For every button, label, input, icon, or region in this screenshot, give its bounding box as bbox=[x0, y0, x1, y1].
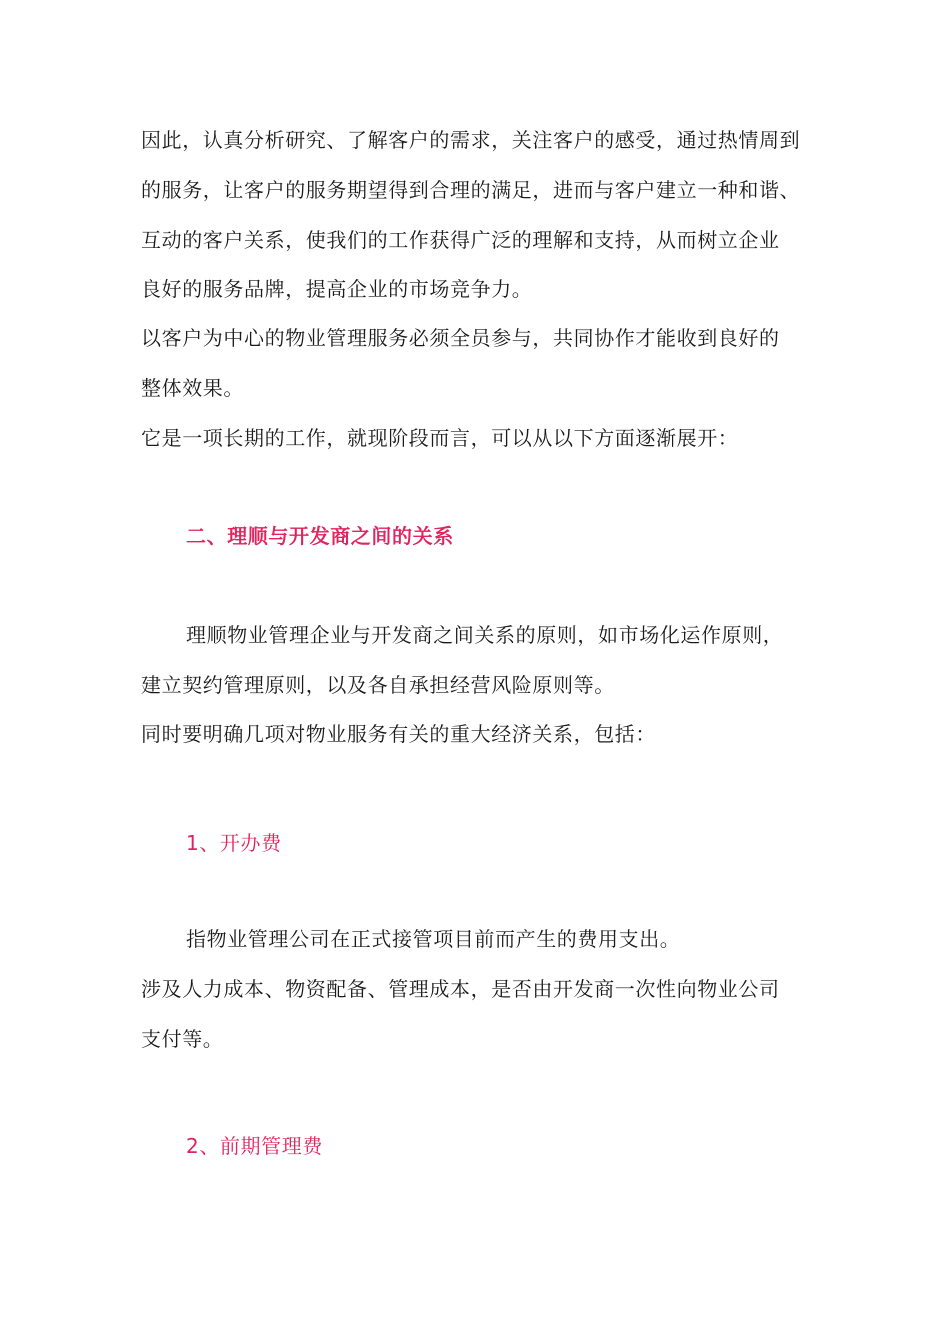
item-1-line-3: 支付等。 bbox=[141, 1027, 224, 1051]
section-2-paragraph-1-line-2: 建立契约管理原则，以及各自承担经营风险原则等。 bbox=[141, 673, 615, 697]
item-heading-2: 2、前期管理费 bbox=[186, 1134, 323, 1158]
paragraph-1-line-1: 因此，认真分析研究、了解客户的需求，关注客户的感受，通过热情周到 bbox=[141, 128, 801, 152]
section-2-paragraph-2-line-1: 同时要明确几项对物业服务有关的重大经济关系，包括： bbox=[141, 722, 656, 746]
paragraph-1-line-2: 的服务，让客户的服务期望得到合理的满足，进而与客户建立一种和谐、 bbox=[141, 178, 801, 202]
paragraph-1-line-3: 互动的客户关系，使我们的工作获得广泛的理解和支持，从而树立企业 bbox=[141, 228, 780, 252]
section-heading-2: 二、理顺与开发商之间的关系 bbox=[186, 524, 454, 548]
paragraph-2-line-2: 整体效果。 bbox=[141, 376, 244, 400]
paragraph-1-line-4: 良好的服务品牌，提高企业的市场竞争力。 bbox=[141, 277, 533, 301]
item-1-line-1: 指物业管理公司在正式接管项目前而产生的费用支出。 bbox=[186, 927, 681, 951]
paragraph-3-line-1: 它是一项长期的工作，就现阶段而言，可以从以下方面逐渐展开： bbox=[141, 426, 739, 450]
item-heading-1: 1、开办费 bbox=[186, 831, 282, 855]
paragraph-2-line-1: 以客户为中心的物业管理服务必须全员参与，共同协作才能收到良好的 bbox=[141, 326, 780, 350]
item-1-line-2: 涉及人力成本、物资配备、管理成本，是否由开发商一次性向物业公司 bbox=[141, 977, 780, 1001]
section-2-paragraph-1-line-1: 理顺物业管理企业与开发商之间关系的原则，如市场化运作原则， bbox=[186, 623, 784, 647]
